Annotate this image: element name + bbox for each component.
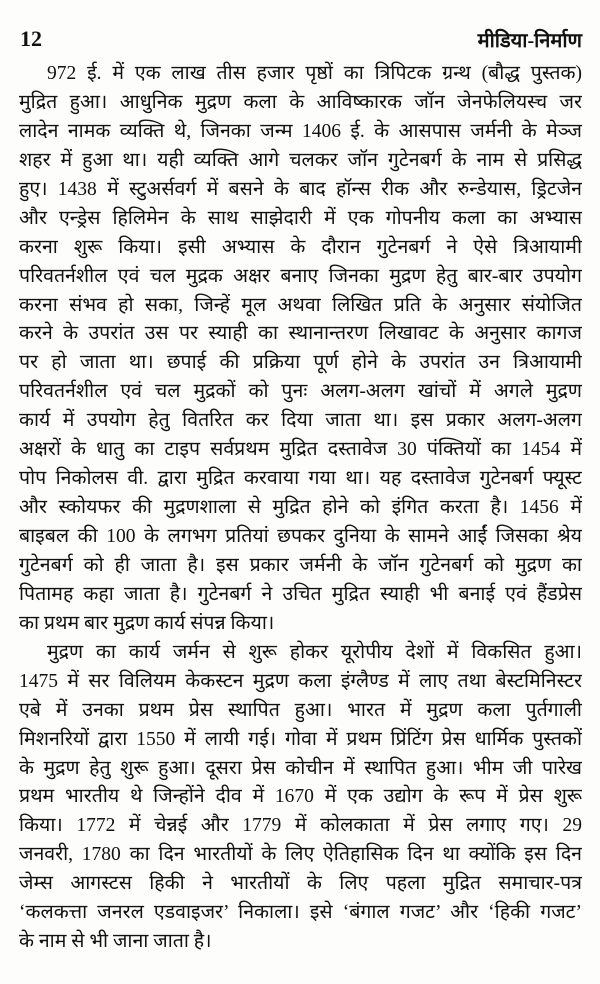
text-line: एबे में उनका प्रथम प्रेस स्थापित हुआ। भारत में मुद्रण कला पुर्तगाली [19, 699, 582, 721]
text-line: परिवतर्नशील एवं चल मुद्रक अक्षर बनाए जिनका मुद्रण हेतु बार-बार उपयोग [19, 265, 582, 287]
text-line: के नाम से भी जाना जाता है। [19, 931, 212, 953]
text-line: 972 ई. में एक लाख तीस हजार पृष्ठों का त्रिपिटक ग्रन्थ (बौद्ध पुस्तक) [47, 63, 582, 84]
text-line: ‘कलकत्ता जनरल एडवाइजर’ निकाला। इसे ‘बंगाल गजट’ और ‘हिकी गजट’ [19, 902, 582, 924]
text-line: मिशनरियों द्वारा 1550 में लायी गई। गोवा में प्रथम प्रिंटिंग प्रेस धार्मिक पुस्तकों [19, 728, 582, 750]
text-line: का प्रथम बार मुद्रण कार्य संपन्न किया। [19, 612, 275, 634]
page-header [20, 26, 582, 56]
text-line: जनवरी, 1780 का दिन भारतीयों के लिए ऐतिहासिक दिन था क्योंकि इस दिन [19, 844, 582, 866]
text-line: और स्कोयफर की मुद्रणशाला से मुद्रित होने को इंगित करता है। 1456 में [19, 497, 582, 519]
text-line: मुद्रण का कार्य जर्मन से शुरू होकर यूरोपीय देशों में विकसित हुआ। [47, 641, 582, 663]
text-line: करना संभव हो सका, जिन्हें मूल अथवा लिखित प्रति के अनुसार संयोजित [19, 294, 582, 316]
text-line: और एन्ड्रेस हिलिमेन के साथ साझेदारी में एक गोपनीय कला का अभ्यास [19, 207, 582, 229]
text-line: पर हो जाता था। छपाई की प्रक्रिया पूर्ण होने के उपरांत उन त्रिआयामी [19, 352, 582, 374]
text-line: पितामह कहा जाता है। गुटेनबर्ग ने उचित मुद्रित स्याही भी बनाई एवं हैंडप्रेस [19, 583, 582, 605]
text-line: करने के उपरांत उस पर स्याही का स्थानान्तरण लिखावट के अनुसार कागज [19, 323, 582, 345]
text-line: मुद्रित हुआ। आधुनिक मुद्रण कला के आविष्कारक जॉन जेनफेलियस्च जर [19, 91, 582, 113]
text-line: के मुद्रण हेतु शुरू हुआ। दूसरा प्रेस कोचीन में स्थापित हुआ। भीम जी पारेख [19, 757, 582, 779]
text-line: अक्षरों के धातु का टाइप सर्वप्रथम मुद्रित दस्तावेज 30 पंक्तियों का 1454 में [19, 439, 582, 461]
page-body [19, 60, 582, 957]
text-line: करना शुरू किया। इसी अभ्यास के दौरान गुटेनबर्ग ने ऐसे त्रिआयामी [19, 236, 582, 258]
text-line: हुए। 1438 में स्टुअर्सवर्ग में बसने के बाद हॉन्स रीक और रुन्डेयास, ड्रिटजेन [19, 178, 582, 200]
text-line: गुटेनबर्ग को ही जाता है। इस प्रकार जर्मनी के जॉन गुटेनबर्ग को मुद्रण का [19, 554, 582, 576]
text-line: जेम्स आगस्टस हिकी ने भारतीयों के लिए पहला मुद्रित समाचार-पत्र [19, 873, 582, 895]
text-line: परिवतर्नशील एवं चल मुद्रकों को पुनः अलग-अलग खांचों में अगले मुद्रण [19, 381, 582, 403]
text-line: किया। 1772 में चेन्नई और 1779 में कोलकाता में प्रेस लगाए गए। 29 [19, 815, 582, 837]
text-line: 1475 में सर विलियम केकस्टन मुद्रण कला इंग्लैण्ड में लाए तथा बेस्टमिनिस्टर [19, 670, 582, 692]
paragraph [19, 60, 582, 639]
text-line: लादेन नामक व्यक्ति थे, जिनका जन्म 1406 ई. के आसपास जर्मनी के मेञ्ज [19, 120, 582, 142]
paragraph [19, 639, 582, 957]
text-line: कार्य में उपयोग हेतु वितरित कर दिया जाता था। इस प्रकार अलग-अलग [19, 410, 582, 432]
page-number: 12 [20, 26, 42, 51]
running-title: मीडिया-निर्माण [477, 30, 582, 52]
text-line: शहर में हुआ था। यही व्यक्ति आगे चलकर जॉन गुटेनबर्ग के नाम से प्रसिद्ध [19, 149, 582, 171]
text-line: पोप निकोलस वी. द्वारा मुद्रित करवाया गया था। यह दस्तावेज गुटेनबर्ग फ्यूस्ट [19, 468, 582, 490]
text-line: बाइबल की 100 के लगभग प्रतियां छपकर दुनिया के सामने आईं जिसका श्रेय [19, 526, 582, 547]
text-line: प्रथम भारतीय थे जिन्होंने दीव में 1670 में एक उद्योग के रूप में प्रेस शुरू [19, 786, 582, 808]
